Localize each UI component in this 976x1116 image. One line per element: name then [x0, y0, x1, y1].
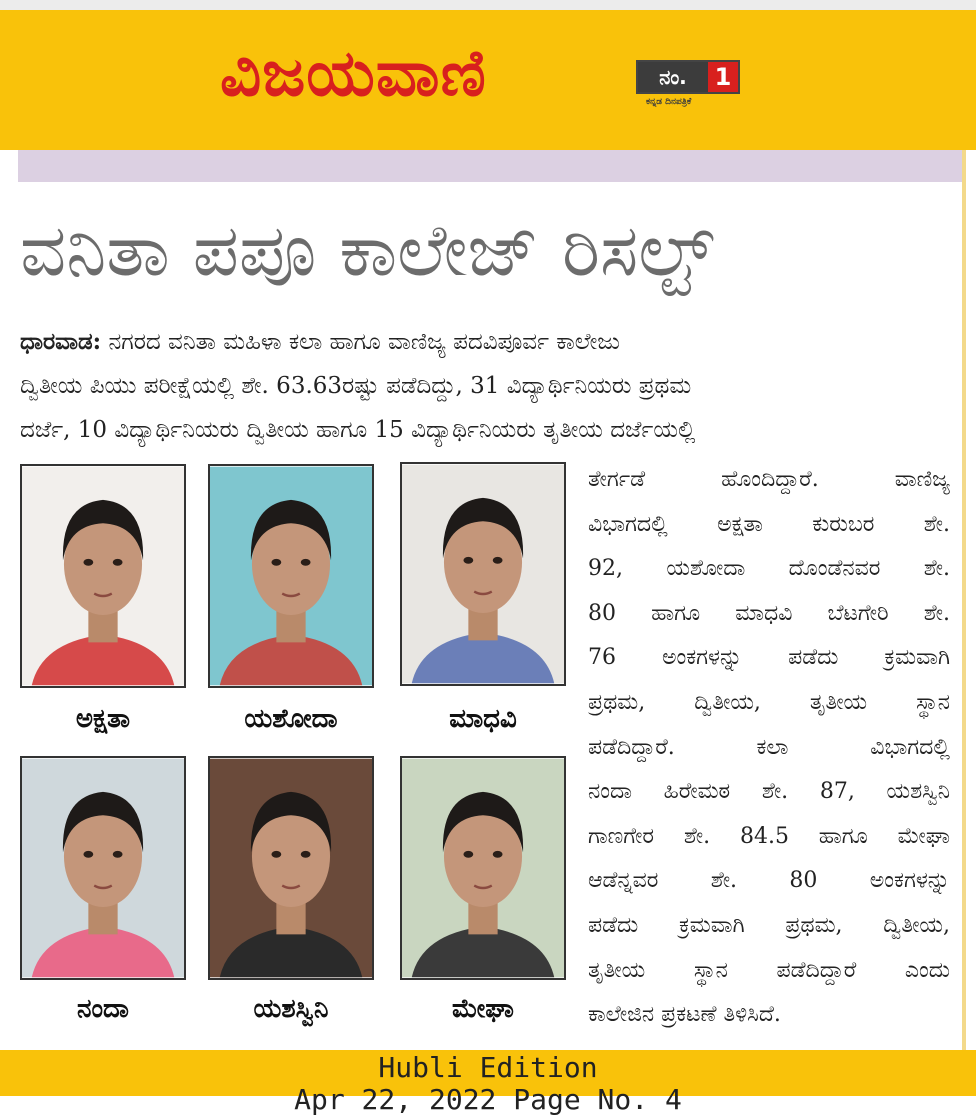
badge-tagline: ಕನ್ನಡ ದಿನಪತ್ರಿಕೆ: [646, 97, 692, 107]
number-one-badge: [636, 60, 740, 122]
student-photo-madhavi: [400, 462, 566, 686]
side-line: ಪಡೆದಿದ್ದಾರೆ. ಕಲಾ ವಿಭಾಗದಲ್ಲಿ: [588, 734, 950, 760]
student-photo-megha: [400, 756, 566, 980]
caption-yashaswini: ಯಶಸ್ವಿನಿ: [253, 994, 329, 1024]
side-line: ತೃತೀಯ ಸ್ಥಾನ ಪಡೆದಿದ್ದಾರೆ ಎಂದು: [588, 957, 950, 983]
caption-nanda: ನಂದಾ: [77, 994, 129, 1024]
portrait-illustration: [210, 758, 372, 978]
portrait-illustration: [210, 466, 372, 686]
badge-box: [636, 60, 740, 94]
lead-line-1-text: ನಗರದ ವನಿತಾ ಮಹಿಳಾ ಕಲಾ ಹಾಗೂ ವಾಣಿಜ್ಯ ಪದವಿಪೂರ್ವ ಕಾಲೇಜು: [108, 329, 620, 355]
lead-line-1: [20, 320, 950, 364]
caption-yashoda: ಯಶೋದಾ: [244, 704, 338, 734]
portrait-illustration: [402, 464, 564, 684]
side-line: ಗಾಣಗೇರ ಶೇ. 84.5 ಹಾಗೂ ಮೇಘಾ: [588, 823, 950, 849]
side-line: ವಿಭಾಗದಲ್ಲಿ ಅಕ್ಷತಾ ಕುರುಬರ ಶೇ.: [588, 511, 950, 537]
lead-line-2: ದ್ವಿತೀಯ ಪಿಯು ಪರೀಕ್ಷೆಯಲ್ಲಿ ಶೇ. 63.63ರಷ್ಟು ಪಡೆದಿದ್ದು, 31 ವಿದ್ಯಾರ್ಥಿನಿಯರು ಪ್ರಥಮ: [20, 373, 692, 399]
student-photo-yashoda: [208, 464, 374, 688]
side-line: ತೇರ್ಗಡೆ ಹೊಂದಿದ್ದಾರೆ. ವಾಣಿಜ್ಯ: [588, 467, 950, 492]
section-band: [18, 150, 962, 182]
article-side-column: [588, 458, 950, 1038]
edition-label: Hubli Edition: [378, 1051, 598, 1084]
portrait-illustration: [22, 758, 184, 978]
caption-akshata: ಅಕ್ಷತಾ: [75, 704, 131, 734]
side-line: 92, ಯಶೋದಾ ದೊಂಡೆನವರ ಶೇ.: [588, 556, 950, 582]
student-photo-yashaswini: [208, 756, 374, 980]
article-headline: ವನಿತಾ ಪಪೂ ಕಾಲೇಜ್ ರಿಸಲ್ಟ್: [20, 208, 714, 292]
side-line: 80 ಹಾಗೂ ಮಾಧವಿ ಬೆಟಗೇರಿ ಶೇ.: [588, 600, 950, 626]
article-lead: [20, 320, 950, 452]
caption-megha: ಮೇಘಾ: [452, 994, 514, 1024]
student-photo-nanda: [20, 756, 186, 980]
side-line: ನಂದಾ ಹಿರೇಮಠ ಶೇ. 87, ಯಶಸ್ವಿನಿ: [588, 779, 950, 805]
side-line: ಪ್ರಥಮ, ದ್ವಿತೀಯ, ತೃತೀಯ ಸ್ಥಾನ: [588, 689, 950, 715]
dateline: ಧಾರವಾಡ:: [20, 328, 102, 355]
masthead: [0, 10, 976, 150]
portrait-illustration: [402, 758, 564, 978]
date-page-label: Apr 22, 2022 Page No. 4: [294, 1083, 682, 1116]
portrait-illustration: [22, 466, 184, 686]
caption-madhavi: ಮಾಧವಿ: [449, 704, 517, 734]
newspaper-logo-title: ವಿಜಯವಾಣಿ: [220, 37, 487, 111]
top-strip: [0, 0, 976, 10]
badge-number: 1: [708, 62, 738, 92]
page-edge-rule: [962, 150, 966, 1050]
side-line: ಕಾಲೇಜಿನ ಪ್ರಕಟಣೆ ತಿಳಿಸಿದೆ.: [588, 1002, 781, 1028]
badge-no-label: ನಂ.: [638, 62, 708, 92]
student-photo-akshata: [20, 464, 186, 688]
lead-line-3: ದರ್ಜೆ, 10 ವಿದ್ಯಾರ್ಥಿನಿಯರು ದ್ವಿತೀಯ ಹಾಗೂ 15 ವಿದ್ಯಾರ್ಥಿನಿಯರು ತೃತೀಯ ದರ್ಜೆಯಲ್ಲಿ: [20, 417, 696, 443]
footer-bar: [0, 1050, 976, 1116]
side-line: ಪಡೆದು ಕ್ರಮವಾಗಿ ಪ್ರಥಮ, ದ್ವಿತೀಯ,: [588, 912, 950, 938]
side-line: 76 ಅಂಕಗಳನ್ನು ಪಡೆದು ಕ್ರಮವಾಗಿ: [588, 645, 950, 671]
side-line: ಆಡೆನ್ನವರ ಶೇ. 80 ಅಂಕಗಳನ್ನು: [588, 868, 950, 894]
